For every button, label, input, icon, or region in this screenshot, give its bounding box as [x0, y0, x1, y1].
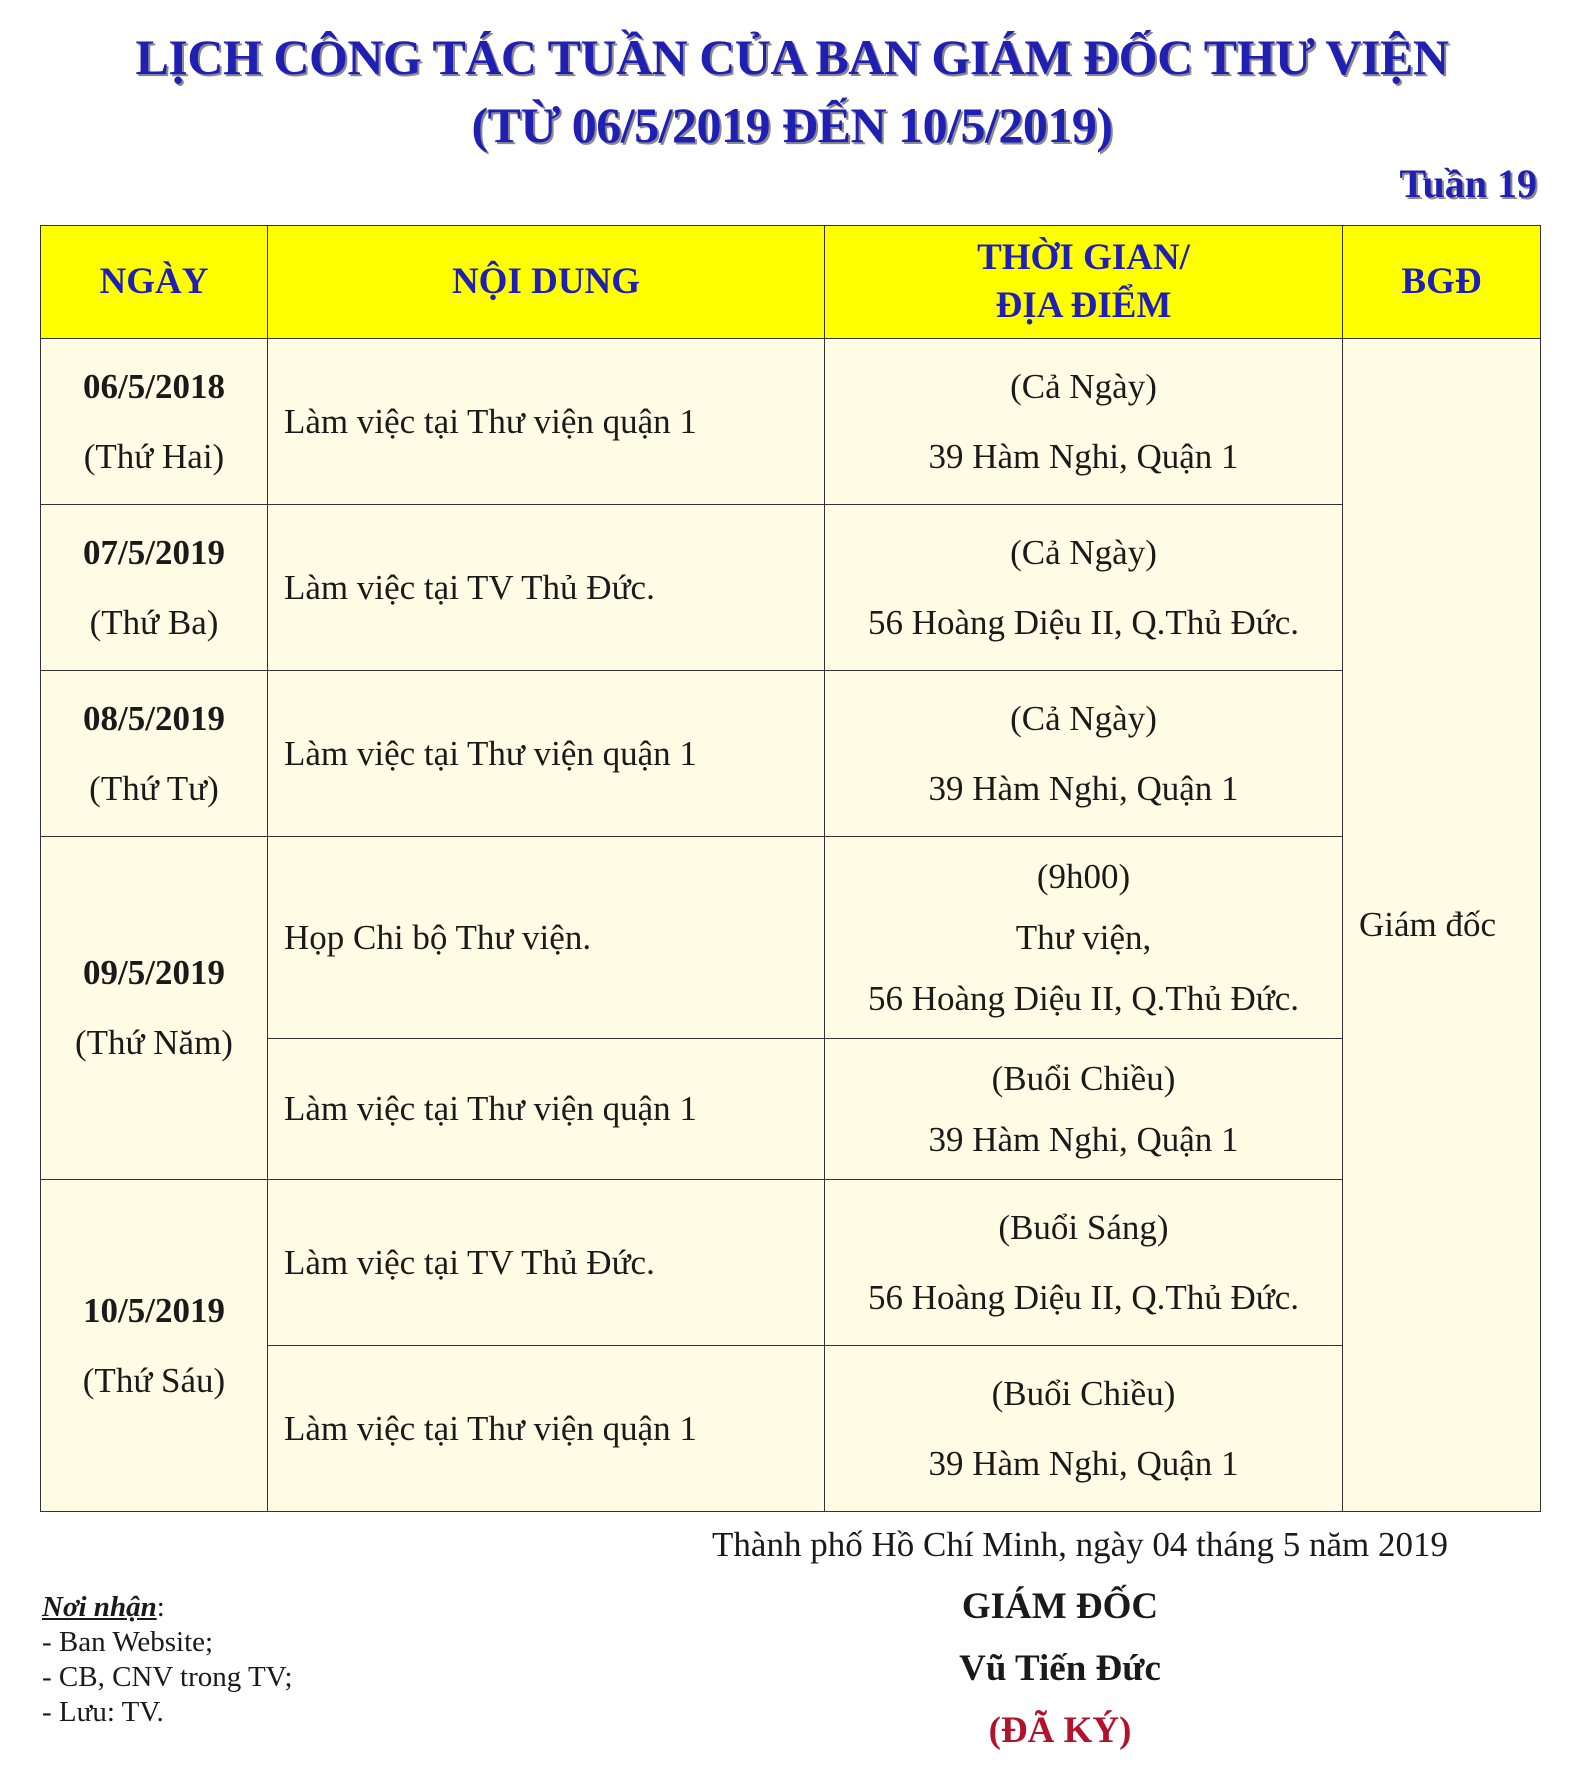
time-place-cell [825, 505, 1343, 671]
place-text: Thư viện, [1015, 918, 1152, 957]
signature-name: Vũ Tiến Đức [959, 1648, 1161, 1689]
schedule-table [40, 225, 1541, 1512]
recipients-heading-text: Nơi nhận [42, 1591, 157, 1623]
time-place-cell [825, 1039, 1343, 1180]
bgd-cell: Giám đốc [1343, 339, 1541, 1512]
time-text: (Cả Ngày) [1010, 698, 1157, 738]
day-cell [41, 837, 268, 1180]
recipients-heading [42, 1590, 293, 1625]
document-title: LỊCH CÔNG TÁC TUẦN CỦA BAN GIÁM ĐỐC THƯ VIỆN [135, 29, 1449, 85]
day-date: 07/5/2019 [83, 532, 225, 572]
recipients-heading-colon: : [156, 1591, 165, 1623]
recipients-block [42, 1590, 293, 1730]
day-cell [41, 671, 268, 837]
time-text: (Buổi Sáng) [998, 1207, 1169, 1247]
signature-place-date: Thành phố Hồ Chí Minh, ngày 04 tháng 5 năm 2019 [712, 1525, 1448, 1564]
time-text: (Buổi Chiều) [991, 1059, 1176, 1098]
day-date: 06/5/2018 [83, 366, 225, 406]
time-text: (9h00) [1036, 857, 1131, 896]
table-row [41, 1180, 1541, 1346]
day-cell [41, 505, 268, 671]
place-text: 39 Hàm Nghi, Quận 1 [928, 1443, 1239, 1483]
day-weekday: (Thứ Tư) [89, 768, 219, 808]
day-cell [41, 339, 268, 505]
day-weekday: (Thứ Hai) [83, 436, 225, 476]
day-date: 08/5/2019 [83, 698, 225, 738]
content-cell: Làm việc tại Thư viện quận 1 [268, 339, 825, 505]
list-item: - Lưu: TV. [42, 1696, 164, 1728]
content-cell: Làm việc tại Thư viện quận 1 [268, 1039, 825, 1180]
table-row [41, 837, 1541, 1039]
time-place-cell [825, 671, 1343, 837]
time-text: (Buổi Chiều) [991, 1373, 1176, 1413]
time-text: (Cả Ngày) [1010, 366, 1157, 406]
place-text: 56 Hoàng Diệu II, Q.Thủ Đức. [867, 979, 1300, 1018]
list-item: - CB, CNV trong TV; [42, 1661, 293, 1693]
day-weekday: (Thứ Sáu) [82, 1360, 226, 1400]
time-place-cell [825, 339, 1343, 505]
table-header-row [41, 226, 1541, 339]
header-content: NỘI DUNG [268, 226, 825, 339]
document-date-range: (TỪ 06/5/2019 ĐẾN 10/5/2019) [471, 97, 1113, 153]
content-cell: Làm việc tại TV Thủ Đức. [268, 1180, 825, 1346]
content-cell: Làm việc tại Thư viện quận 1 [268, 1346, 825, 1512]
place-text: 56 Hoàng Diệu II, Q.Thủ Đức. [867, 602, 1300, 642]
list-item: - Ban Website; [42, 1626, 214, 1658]
table-row [41, 671, 1541, 837]
place-text: 39 Hàm Nghi, Quận 1 [928, 768, 1239, 808]
place-text: 39 Hàm Nghi, Quận 1 [928, 436, 1239, 476]
week-label: Tuần 19 [1399, 161, 1537, 206]
time-place-cell [825, 837, 1343, 1039]
place-text: 39 Hàm Nghi, Quận 1 [928, 1120, 1239, 1159]
signature-title: GIÁM ĐỐC [961, 1586, 1159, 1627]
day-weekday: (Thứ Năm) [75, 1023, 233, 1062]
header-time-label: THỜI GIAN/ [977, 237, 1190, 278]
header-time-place [825, 226, 1343, 339]
time-place-cell [825, 1180, 1343, 1346]
signature-status: (ĐÃ KÝ) [988, 1710, 1132, 1751]
time-place-cell [825, 1346, 1343, 1512]
content-cell: Làm việc tại TV Thủ Đức. [268, 505, 825, 671]
content-cell: Họp Chi bộ Thư viện. [268, 837, 825, 1039]
table-row [41, 505, 1541, 671]
day-date: 09/5/2019 [83, 953, 225, 992]
header-bgd: BGĐ [1343, 226, 1541, 339]
place-text: 56 Hoàng Diệu II, Q.Thủ Đức. [867, 1277, 1300, 1317]
day-cell [41, 1180, 268, 1512]
time-text: (Cả Ngày) [1010, 532, 1157, 572]
header-day: NGÀY [41, 226, 268, 339]
content-cell: Làm việc tại Thư viện quận 1 [268, 671, 825, 837]
day-date: 10/5/2019 [83, 1290, 225, 1330]
table-row [41, 339, 1541, 505]
day-weekday: (Thứ Ba) [89, 602, 219, 642]
header-place-label: ĐỊA ĐIỂM [995, 285, 1172, 326]
